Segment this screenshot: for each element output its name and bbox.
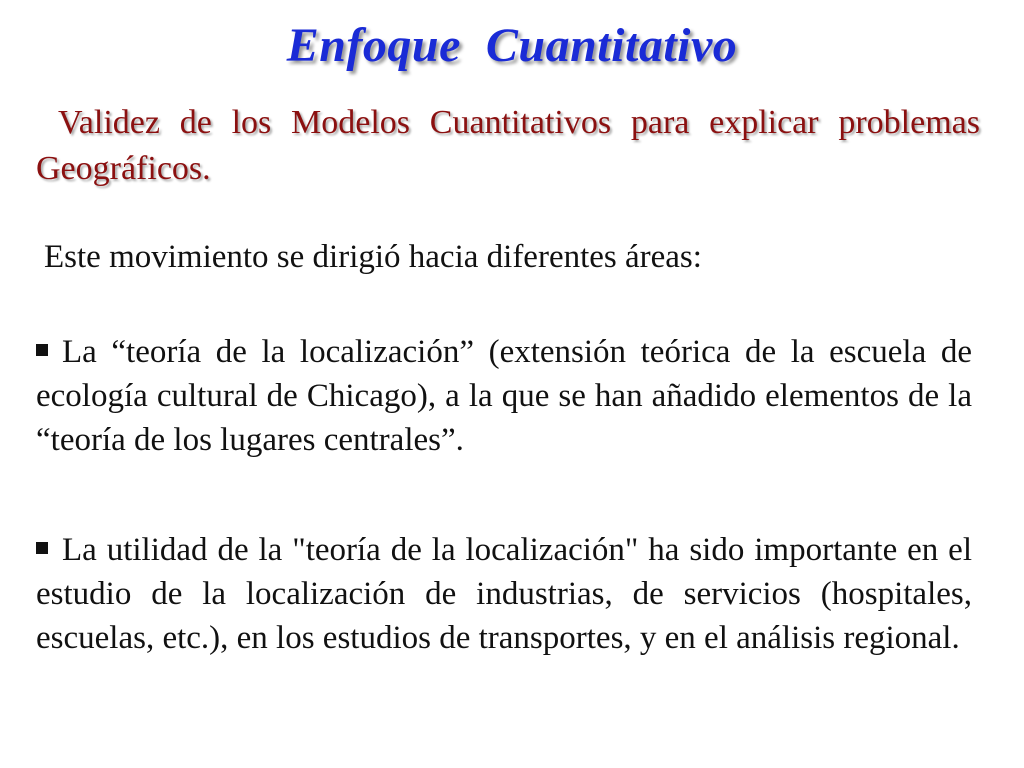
slide-title: Enfoque Cuantitativo [286,19,738,72]
intro-text: Este movimiento se dirigió hacia diferentes áreas: [44,239,702,275]
slide-subtitle [36,100,980,192]
bullet-text: La utilidad de la "teoría de la localización" ha sido importante en el estudio de la localización de industrias, de servicios (hospitales, escuelas, etc.), en los estudios de transportes, y en el análisis regional. [36,532,972,656]
bullet-item-localization-theory [36,330,972,462]
square-bullet-icon [36,542,48,554]
bullet-text: La “teoría de la localización” (extensión teórica de la escuela de ecología cultural de Chicago), a la que se han añadido elementos de la “teoría de los lugares centrales”. [36,334,972,458]
subtitle-text: Validez de los Modelos Cuantitativos para explicar problemas Geográficos. [36,104,980,187]
bullet-item-theory-utility [36,528,972,660]
square-bullet-icon [36,344,48,356]
